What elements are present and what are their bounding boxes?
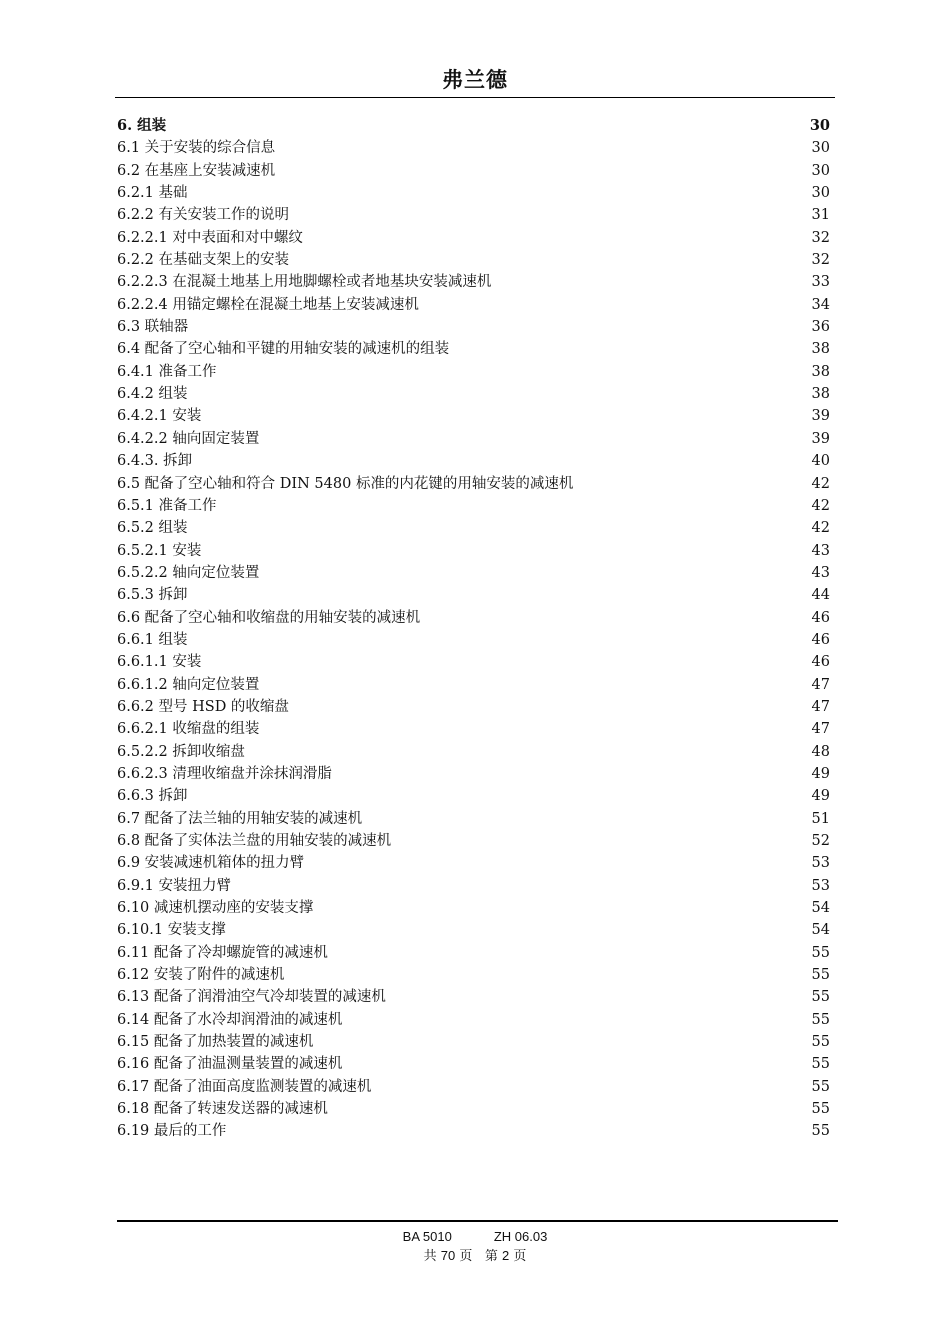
toc-entry-page-number: 54: [811, 922, 830, 939]
toc-entry[interactable]: [117, 405, 830, 427]
toc-entry-page-number: 42: [811, 475, 830, 492]
footer-page-number: 2: [501, 1248, 510, 1263]
toc-entry[interactable]: [117, 1098, 830, 1120]
toc-entry[interactable]: [117, 316, 830, 338]
toc-entry[interactable]: [117, 808, 830, 830]
toc-entry[interactable]: [117, 160, 830, 182]
toc-entry[interactable]: [117, 562, 830, 584]
toc-entry-label: 6.6.2.3 清理收缩盘并涂抹润滑脂: [117, 765, 332, 782]
toc-entry-label: 6.19 最后的工作: [117, 1123, 227, 1140]
toc-entry-label: 6.4.2.2 轴向固定装置: [117, 430, 260, 447]
toc-entry-label: 6.6.1.2 轴向定位装置: [117, 676, 260, 693]
toc-entry-page-number: 55: [811, 1078, 830, 1095]
toc-entry-label: 6.5.2.2 拆卸收缩盘: [117, 743, 245, 760]
toc-entry[interactable]: [117, 115, 830, 137]
toc-entry-page-number: 47: [811, 721, 830, 738]
toc-entry-label: 6.5.2 组装: [117, 520, 188, 537]
toc-entry-label: 6.4 配备了空心轴和平键的用轴安装的减速机的组装: [117, 341, 450, 358]
toc-entry[interactable]: [117, 651, 830, 673]
toc-entry[interactable]: [117, 473, 830, 495]
toc-entry-page-number: 38: [811, 363, 830, 380]
toc-entry-page-number: 55: [811, 1011, 830, 1028]
toc-entry[interactable]: [117, 495, 830, 517]
toc-entry[interactable]: [117, 182, 830, 204]
toc-entry-label: 6.6.3 拆卸: [117, 788, 188, 805]
toc-entry[interactable]: [117, 897, 830, 919]
toc-entry[interactable]: [117, 294, 830, 316]
toc-entry[interactable]: [117, 696, 830, 718]
toc-entry-label: 6.5 配备了空心轴和符合 DIN 5480 标准的内花键的用轴安装的减速机: [117, 475, 574, 492]
toc-entry-label: 6.7 配备了法兰轴的用轴安装的减速机: [117, 810, 363, 827]
footer-edition: ZH 06.03: [493, 1229, 548, 1244]
toc-entry-page-number: 53: [811, 855, 830, 872]
toc-entry-page-number: 38: [811, 386, 830, 403]
toc-entry-page-number: 49: [811, 765, 830, 782]
toc-entry-label: 6.2.2.1 对中表面和对中螺纹: [117, 229, 303, 246]
toc-entry-page-number: 32: [811, 229, 830, 246]
toc-entry-label: 6.4.2.1 安装: [117, 408, 202, 425]
toc-entry[interactable]: [117, 919, 830, 941]
toc-entry-page-number: 42: [811, 520, 830, 537]
toc-entry-label: 6.5.3 拆卸: [117, 587, 188, 604]
toc-entry-page-number: 49: [811, 788, 830, 805]
toc-entry-label: 6.9 安装减速机箱体的扭力臂: [117, 855, 305, 872]
footer-page-prefix: 第: [484, 1249, 498, 1264]
toc-entry-page-number: 40: [811, 453, 830, 470]
toc-entry-page-number: 46: [811, 654, 830, 671]
footer-total-pages: 70: [440, 1248, 456, 1263]
toc-entry-label: 6.9.1 安装扭力臂: [117, 877, 232, 894]
toc-entry-page-number: 43: [811, 542, 830, 559]
table-of-contents: [117, 115, 830, 1143]
toc-entry-page-number: 36: [811, 319, 830, 336]
toc-entry-label: 6.17 配备了油面高度监测装置的减速机: [117, 1078, 372, 1095]
toc-entry-label: 6.2.2 在基础支架上的安装: [117, 252, 290, 269]
toc-entry[interactable]: [117, 607, 830, 629]
toc-entry-label: 6.2 在基座上安装减速机: [117, 162, 276, 179]
toc-entry[interactable]: [117, 1053, 830, 1075]
toc-entry-label: 6.6.1.1 安装: [117, 654, 202, 671]
toc-entry-page-number: 55: [811, 967, 830, 984]
toc-entry-page-number: 47: [811, 676, 830, 693]
toc-entry-label: 6.6.2.1 收缩盘的组装: [117, 721, 260, 738]
toc-entry-label: 6.2.2 有关安装工作的说明: [117, 207, 290, 224]
toc-entry-page-number: 53: [811, 877, 830, 894]
toc-entry-page-number: 55: [811, 989, 830, 1006]
toc-entry[interactable]: [117, 942, 830, 964]
header-divider: [115, 97, 835, 98]
toc-entry-page-number: 39: [811, 408, 830, 425]
toc-entry-label: 6.6.2 型号 HSD 的收缩盘: [117, 698, 289, 715]
toc-entry-page-number: 30: [809, 117, 830, 134]
toc-entry[interactable]: [117, 763, 830, 785]
toc-entry[interactable]: [117, 584, 830, 606]
toc-entry[interactable]: [117, 540, 830, 562]
toc-entry[interactable]: [117, 338, 830, 360]
toc-entry-label: 6.10 减速机摆动座的安装支撑: [117, 900, 314, 917]
toc-entry[interactable]: [117, 785, 830, 807]
toc-entry-page-number: 55: [811, 1056, 830, 1073]
toc-entry-label: 6.2.2.4 用锚定螺栓在混凝土地基上安装减速机: [117, 296, 419, 313]
toc-entry-page-number: 54: [811, 900, 830, 917]
toc-entry-page-number: 32: [811, 252, 830, 269]
toc-entry-label: 6.5.2.1 安装: [117, 542, 202, 559]
toc-entry-label: 6.2.2.3 在混凝土地基上用地脚螺栓或者地基块安装减速机: [117, 274, 492, 291]
footer-page-info: [0, 1245, 950, 1264]
toc-entry[interactable]: [117, 852, 830, 874]
footer-total-suffix: 页: [459, 1249, 473, 1264]
toc-entry[interactable]: [117, 137, 830, 159]
document-header-title: 弗兰德: [442, 68, 508, 92]
toc-entry-label: 6.3 联轴器: [117, 319, 189, 336]
toc-entry-label: 6.5.2.2 轴向定位装置: [117, 564, 260, 581]
toc-entry[interactable]: [117, 517, 830, 539]
footer-page-suffix: 页: [513, 1249, 527, 1264]
toc-entry[interactable]: [117, 1031, 830, 1053]
toc-entry-page-number: 38: [811, 341, 830, 358]
toc-entry-page-number: 43: [811, 564, 830, 581]
toc-entry-page-number: 30: [811, 162, 830, 179]
toc-entry[interactable]: [117, 450, 830, 472]
toc-entry-page-number: 42: [811, 497, 830, 514]
toc-entry-page-number: 55: [811, 1123, 830, 1140]
toc-entry[interactable]: [117, 964, 830, 986]
footer-doc-info: [0, 1229, 950, 1244]
toc-entry-page-number: 44: [811, 587, 830, 604]
toc-entry-page-number: 51: [811, 810, 830, 827]
toc-entry[interactable]: [117, 741, 830, 763]
toc-entry-label: 6.13 配备了润滑油空气冷却装置的减速机: [117, 989, 386, 1006]
toc-entry-label: 6.1 关于安装的综合信息: [117, 140, 276, 157]
toc-entry-page-number: 46: [811, 609, 830, 626]
toc-entry[interactable]: [117, 271, 830, 293]
toc-entry[interactable]: [117, 1120, 830, 1142]
toc-entry[interactable]: [117, 428, 830, 450]
toc-entry-label: 6.16 配备了油温测量装置的减速机: [117, 1056, 343, 1073]
toc-entry-label: 6.2.1 基础: [117, 185, 188, 202]
toc-entry-page-number: 39: [811, 430, 830, 447]
toc-entry[interactable]: [117, 1009, 830, 1031]
toc-entry[interactable]: [117, 383, 830, 405]
toc-entry-page-number: 55: [811, 944, 830, 961]
toc-entry-page-number: 34: [811, 296, 830, 313]
toc-entry[interactable]: [117, 204, 830, 226]
toc-entry-page-number: 33: [811, 274, 830, 291]
toc-entry-page-number: 30: [811, 140, 830, 157]
toc-entry-page-number: 55: [811, 1101, 830, 1118]
toc-entry-page-number: 46: [811, 631, 830, 648]
toc-entry-label: 6. 组装: [117, 117, 167, 134]
toc-entry-page-number: 52: [811, 833, 830, 849]
toc-entry-label: 6.4.3. 拆卸: [117, 453, 193, 470]
toc-entry-label: 6.4.1 准备工作: [117, 363, 217, 380]
footer-doc-code: BA 5010: [402, 1229, 452, 1244]
toc-entry-label: 6.6 配备了空心轴和收缩盘的用轴安装的减速机: [117, 609, 421, 626]
toc-entry[interactable]: [117, 249, 830, 271]
toc-entry[interactable]: [117, 629, 830, 651]
toc-entry[interactable]: [117, 1076, 830, 1098]
toc-entry[interactable]: [117, 227, 830, 249]
toc-entry-label: 6.5.1 准备工作: [117, 497, 217, 514]
toc-entry-label: 6.8 配备了实体法兰盘的用轴安装的减速机: [117, 833, 392, 849]
toc-entry-label: 6.18 配备了转速发送器的减速机: [117, 1101, 328, 1118]
toc-entry[interactable]: [117, 361, 830, 383]
toc-entry-page-number: 48: [811, 743, 830, 760]
toc-entry[interactable]: [117, 674, 830, 696]
toc-entry[interactable]: [117, 830, 830, 852]
toc-entry[interactable]: [117, 875, 830, 897]
toc-entry[interactable]: [117, 718, 830, 740]
toc-entry-page-number: 55: [811, 1034, 830, 1051]
toc-entry-page-number: 31: [811, 207, 830, 224]
toc-entry-label: 6.4.2 组装: [117, 386, 188, 403]
toc-entry-label: 6.11 配备了冷却螺旋管的减速机: [117, 944, 328, 961]
toc-entry-label: 6.12 安装了附件的减速机: [117, 967, 285, 984]
toc-entry-label: 6.14 配备了水冷却润滑油的减速机: [117, 1011, 343, 1028]
footer-total-prefix: 共: [423, 1249, 437, 1264]
toc-entry-page-number: 47: [811, 698, 830, 715]
footer-divider: [117, 1220, 838, 1222]
toc-entry-label: 6.15 配备了加热装置的减速机: [117, 1034, 314, 1051]
toc-entry-label: 6.6.1 组装: [117, 631, 188, 648]
toc-entry-label: 6.10.1 安装支撑: [117, 922, 226, 939]
toc-entry-page-number: 30: [811, 185, 830, 202]
toc-entry[interactable]: [117, 986, 830, 1008]
